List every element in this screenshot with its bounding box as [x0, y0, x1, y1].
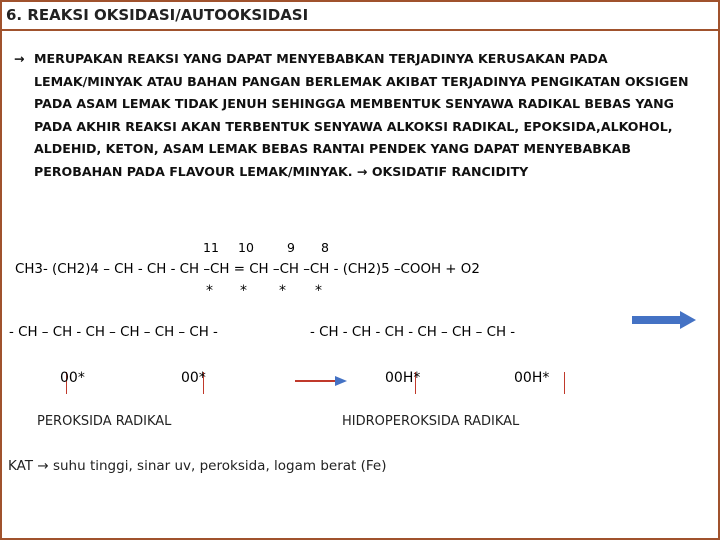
- bullet-text: MERUPAKAN REAKSI YANG DAPAT MENYEBABKAN TERJADINYA KERUSAKAN PADA LEMAK/MINYAK ATAU BAHAN PANGAN BERLEMAK AKIBAT TERJADINYA PENGIKATAN OKSIGEN PADA ASAM LEMAK TIDAK JENUH SEHINGGA MEMBENTUK SENYAWA RADIKAL BEBAS YANG PADA AKHIR REAKSI AKAN TERBENTUK SENYAWA ALKOKSI RADIKAL, EPOKSIDA,ALKOHOL, ALDEHID, KETON, ASAM LEMAK BEBAS RANTAI PENDEK YANG DAPAT MENYEBABKAB PEROBAHAN PADA FLAVOUR LEMAK/MINYAK.: [34, 51, 689, 179]
- right-arrow-icon: →: [356, 163, 368, 179]
- bullet-text-block: [34, 48, 714, 184]
- slide-title: 6. REAKSI OKSIDASI/AUTOOKSIDASI: [6, 6, 309, 24]
- bullet-paragraph: [14, 48, 704, 179]
- hydroperoxide-radical-label: HIDROPEROKSIDA RADIKAL: [342, 414, 520, 429]
- peroxide-radical-label: PEROKSIDA RADIKAL: [37, 414, 172, 429]
- fatty-acid-formula: CH3- (CH2)4 – CH - CH - CH –CH = CH –CH –CH - (CH2)5 –COOH + O2: [15, 262, 480, 277]
- right-arrow-icon: [293, 374, 349, 388]
- hydroperoxide-group: 00H*: [514, 370, 550, 386]
- peroxide-group: 00*: [60, 370, 85, 386]
- peroxide-chain: - CH – CH - CH – CH – CH – CH -: [9, 325, 218, 340]
- peroxide-group: 00*: [181, 370, 206, 386]
- radical-star: *: [206, 283, 213, 299]
- right-arrow-icon: →: [37, 458, 49, 474]
- hydroperoxide-group: 00H*: [385, 370, 421, 386]
- carbon-number-11: 11: [203, 240, 219, 255]
- hydroperoxide-chain: - CH - CH - CH - CH – CH – CH -: [310, 325, 516, 340]
- carbon-number-9: 9: [287, 240, 295, 255]
- right-arrow-icon: →: [14, 51, 25, 66]
- carbon-number-10: 10: [238, 240, 254, 255]
- catalyst-line: [8, 458, 386, 474]
- catalyst-text: suhu tinggi, sinar uv, peroksida, logam berat (Fe): [52, 458, 387, 474]
- radical-star: *: [240, 283, 247, 299]
- bond-line: [564, 372, 565, 394]
- carbon-number-8: 8: [321, 240, 329, 255]
- radical-star: *: [279, 283, 286, 299]
- title-divider: [2, 29, 718, 31]
- title-bar: [0, 0, 720, 30]
- catalyst-prefix: KAT: [8, 458, 34, 474]
- bullet-tail: OKSIDATIF RANCIDITY: [371, 163, 529, 179]
- right-arrow-icon: [630, 310, 698, 330]
- radical-star: *: [315, 283, 322, 299]
